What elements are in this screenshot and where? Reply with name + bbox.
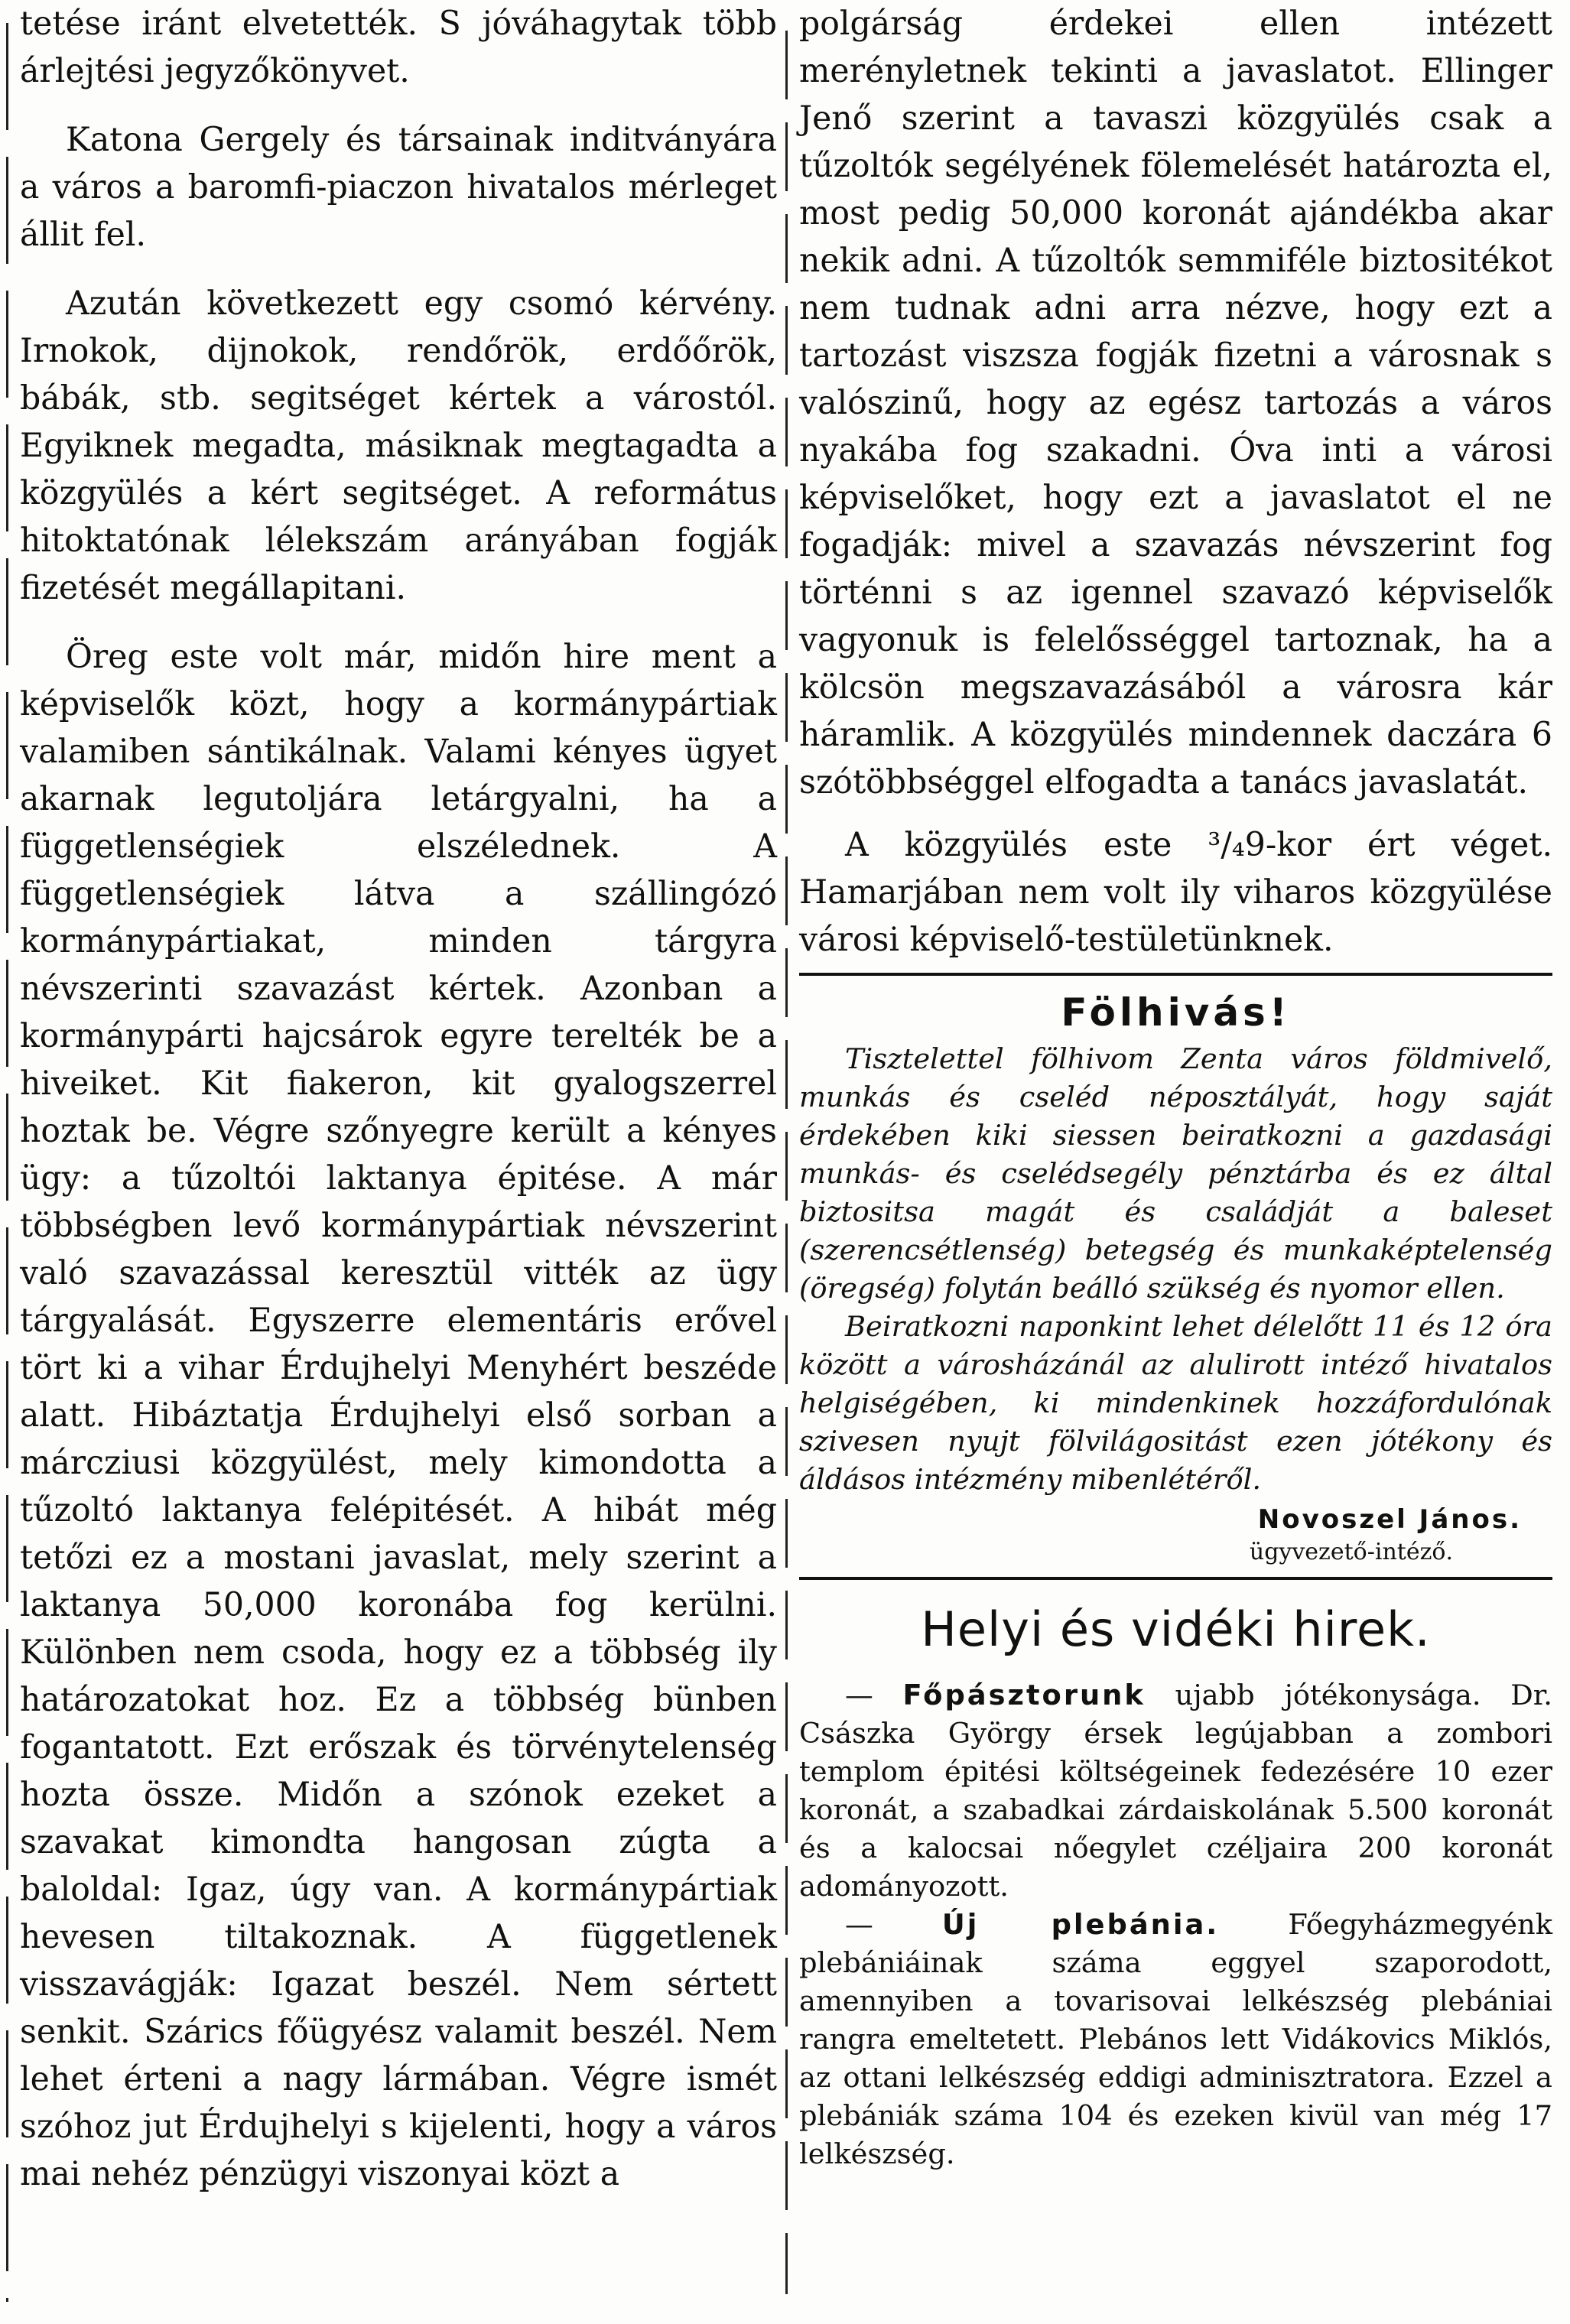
- notice: [799, 985, 1552, 1568]
- notice-signature: Novoszel János.: [1257, 1504, 1522, 1535]
- section-rule: [799, 973, 1552, 976]
- paragraph: Katona Gergely és társainak inditványára a város a baromfi-piaczon hivatalos mérleget állit fel.: [20, 121, 777, 254]
- section-title: Helyi és vidéki hirek.: [921, 1601, 1431, 1657]
- news-text: ujabb jótékonysága. Dr. Császka György érsek legújabban a zombori templom épitési költségeinek fedezésére 10 ezer koronát, a szabadkai zárdaiskolának 5.500 koronát és a kalocsai nőegylet czéljaira 200 koronát adományozott.: [799, 1679, 1552, 1903]
- notice-title: Fölhivás!: [1061, 990, 1291, 1035]
- section-rule: [799, 1577, 1552, 1580]
- notice-body: [799, 1040, 1552, 1499]
- paragraph: polgárság érdekei ellen intézett merényletnek tekinti a javaslatot. Ellinger Jenő szerint a tavaszi közgyülés csak a tűzoltók segélyének fölemelését határozta el, most pedig 50,000 koronát ajándékba akar nekik adni. A tűzoltók semmiféle biztositékot nem tudnak adni arra nézve, hogy ezt a tartozást viszsza fogják fizetni a városnak s valószinű, hogy az egész tartozás a város nyakába fog szakadni. Óva inti a városi képviselőket, hogy ezt a javaslatot el ne fogadják: mivel a szavazás névszerint fog történni s az igennel szavazó képviselők vagyonuk is felelősséggel tartoznak, ha a kölcsön megszavazásából a városra kár háramlik. A közgyülés mindennek daczára 6 szótöbbséggel elfogadta a tanács javaslatát.: [799, 5, 1552, 801]
- news-headword: Főpásztorunk: [902, 1679, 1146, 1711]
- news-text: Főegyházmegyénk plebániáinak száma eggyel szaporodott, amennyiben a tovarisovai lelkészség plebániai rangra emeltetett. Plebános lett Vidákovics Miklós, az ottani lelkészség eddigi adminisztratora. Ezzel a plebániák száma 104 és ezeken kivül van még 17 lelkészség.: [799, 1908, 1552, 2170]
- paragraph: tetése iránt elvetették. S jóváhagytak több árlejtési jegyzőkönyvet.: [20, 5, 777, 90]
- paragraph: Azután következett egy csomó kérvény. Irnokok, dijnokok, rendőrök, erdőőrök, bábák, stb. segitséget kértek a várostól. Egyiknek megadta, másiknak megtagadta a közgyülés a kért segitséget. A református hitoktatónak lélekszám arányában fogják fizetését megállapitani.: [20, 284, 777, 607]
- news-item: [799, 1676, 1552, 1906]
- column-divider: [785, 31, 788, 2294]
- news-list: [799, 1676, 1552, 2173]
- paragraph: A közgyülés este ³/₄9-kor ért véget. Hamarjában nem volt ily viharos közgyülése városi képviselő-testületünknek.: [799, 826, 1552, 959]
- news-item: [799, 1906, 1552, 2173]
- notice-signature-role: ügyvezető-intéző.: [1249, 1539, 1453, 1565]
- news-dash: —: [845, 1679, 903, 1711]
- news-dash: —: [845, 1908, 942, 1941]
- right-column: [799, 0, 1552, 2173]
- notice-paragraph: Beiratkozni naponkint lehet délelőtt 11 és 12 óra között a városházánál az alulirott intéző hivatalos helgiségében, ki mindenkinek hozzáfordulónak szivesen nyujt fölvilágositást ezen jótékony és áldásos intézmény mibenlétéről.: [799, 1310, 1552, 1496]
- paragraph: Öreg este volt már, midőn hire ment a képviselők közt, hogy a kormánypártiak valamiben sántikálnak. Valami kényes ügyet akarnak legutoljára letárgyalni, ha a függetlenségiek elszélednek. A függetlenségiek látva a szállingózó kormánypártiakat, minden tárgyra névszerinti szavazást kértek. Azonban a kormánypárti hajcsárok egyre terelték be a hiveiket. Kit fiakeron, kit gyalogszerrel hoztak be. Végre szőnyegre került a kényes ügy: a tűzoltói laktanya épitése. A már többségben levő kormánypártiak névszerint való szavazással keresztül vitték az ügy tárgyalását. Egyszerre elementáris erővel tört ki a vihar Érdujhelyi Menyhért beszéde alatt. Hibáztatja Érdujhelyi első sorban a márcziusi közgyülést, mely kimondotta a tűzoltó laktanya felépitését. A hibát még tetőzi ez a mostani javaslat, mely szerint a laktanya 50,000 koronába fog kerülni. Különben nem csoda, hogy ez a többség ily határozatokat hoz. Ez a többség bünben fogantatott. Ezt erőszak és törvénytelenség hozta össze. Midőn a szónok ezeket a szavakat kimondta hangosan zúgta a baloldal: Igaz, úgy van. A kormánypártiak hevesen tiltakoznak. A függetlenek visszavágják: Igazat beszél. Nem sértett senkit. Szárics főügyész valamit beszél. Nem lehet érteni a nagy lármában. Végre ismét szóhoz jut Érdujhelyi s kijelenti, hogy a város mai nehéz pénzügyi viszonyai közt a: [20, 638, 777, 2193]
- news-headword: Új plebánia.: [941, 1908, 1220, 1941]
- notice-paragraph: Tisztelettel fölhivom Zenta város földmivelő, munkás és cseléd néposztályát, hogy saját érdekében kiki siessen beiratkozni a gazdasági munkás- és cselédsegély pénztárba és ez által biztositsa magát és családját a baleset (szerencsétlenség) betegség és munkaképtelenség (öregség) folytán beálló szükség és nyomor ellen.: [799, 1042, 1552, 1305]
- left-column: [20, 0, 777, 2198]
- left-margin-rule: [6, 23, 8, 2302]
